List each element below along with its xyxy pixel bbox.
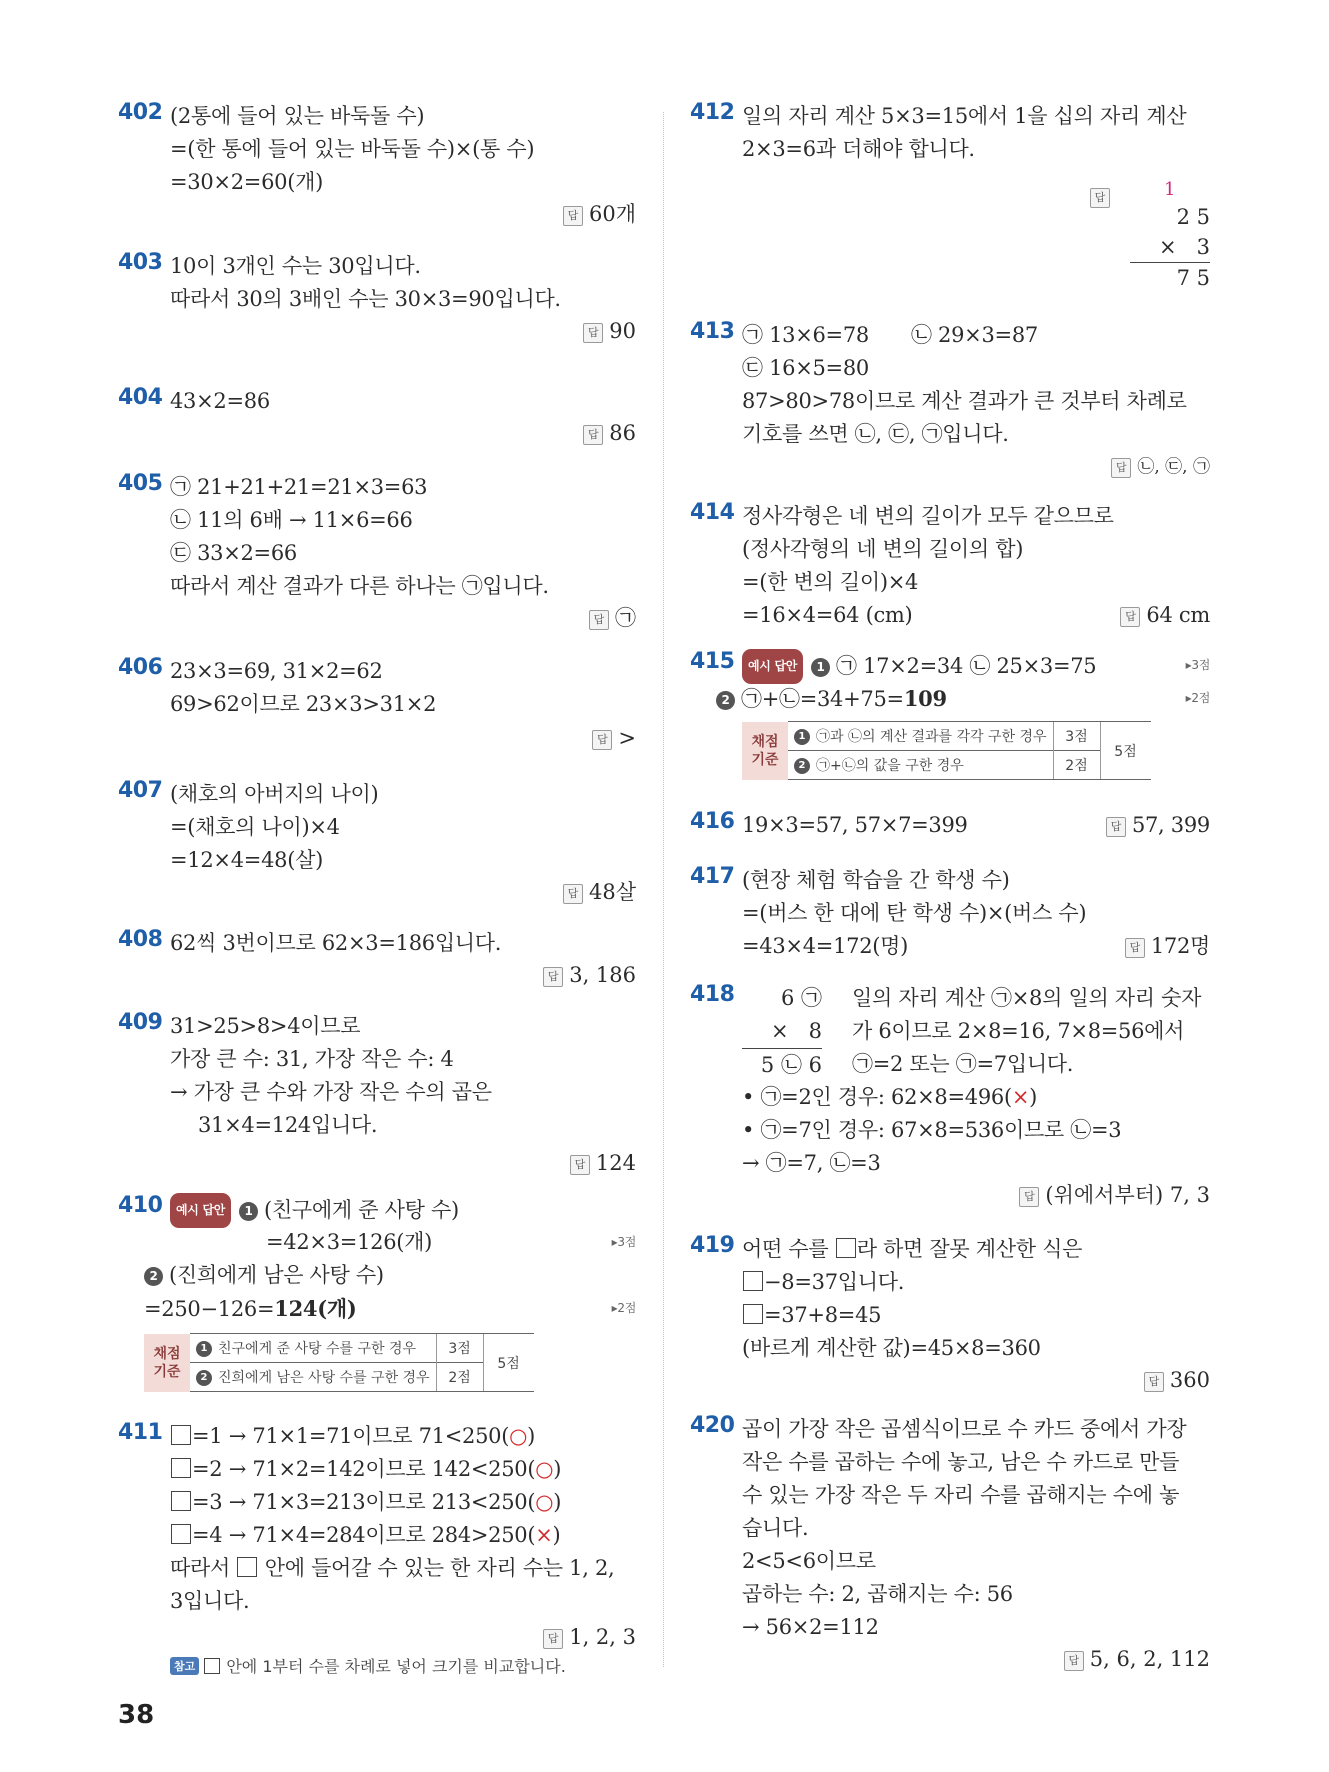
scoring-rubric [742, 721, 1151, 780]
solution-line: 예시 답안 1 ㉠ 17×2=34 ㉡ 25×3=75 ▸3점 [742, 649, 1210, 682]
answer-value: 172명 [1150, 934, 1210, 958]
step-result: 109 [903, 686, 947, 711]
answer-tag: 답 [1120, 607, 1140, 627]
solution-line: =(한 변의 길이)×4 [742, 570, 919, 594]
solution-line: 2×3=6과 더해야 합니다. [742, 137, 975, 161]
solution-line: 일의 자리 계산 ㉠×8의 일의 자리 숫자 [852, 986, 1202, 1010]
answer [1120, 599, 1210, 632]
problem-412 [690, 100, 1210, 290]
solution-line: 따라서 안에 들어갈 수 있는 한 자리 수는 1, 2, [170, 1556, 615, 1580]
solution-line: 31>25>8>4이므로 [170, 1014, 361, 1038]
rubric-header: 채점 기준 [144, 1334, 190, 1392]
solution-line: 따라서 계산 결과가 다른 하나는 ㉠입니다. [170, 574, 549, 598]
solution-line: • ㉠=2인 경우: 62×8=496(×) [742, 1085, 1038, 1109]
answer-value: (위에서부터) 7, 3 [1045, 1183, 1210, 1207]
scoring-rubric [144, 1333, 534, 1392]
mult-operator-row: × 8 [771, 1019, 822, 1043]
answer-tag: 답 [543, 967, 563, 987]
reference-note [170, 1654, 636, 1677]
answer-tag: 답 [583, 425, 603, 445]
solution-line: → 가장 큰 수와 가장 작은 수의 곱은 [170, 1080, 492, 1104]
blank-box-icon [237, 1557, 257, 1577]
solution-line: =(한 통에 들어 있는 바둑돌 수)×(통 수) [170, 137, 535, 161]
points-label: ▸3점 [611, 1235, 636, 1249]
step-text: (친구에게 준 사탕 수) [264, 1198, 459, 1222]
solution-line [144, 1259, 636, 1292]
solution-line: (바르게 계산한 값)=45×8=360 [742, 1336, 1041, 1360]
cross-mark: × [535, 1523, 553, 1547]
solution-line: 기호를 쓰면 ㉡, ㉢, ㉠입니다. [742, 422, 1009, 446]
answer [742, 1644, 1210, 1674]
step-2-icon: 2 [716, 691, 735, 710]
answer-value: 5, 6, 2, 112 [1089, 1647, 1210, 1671]
solution-line: −8=37입니다. [742, 1266, 1210, 1299]
solution-line: 2 ㉠+㉡=34+75=109 ▸2점 [716, 682, 1210, 715]
solution-line: 수 있는 가장 작은 두 자리 수를 곱해지는 수에 놓 [742, 1483, 1180, 1507]
step-text: =250−126= [144, 1297, 275, 1321]
problem-number: 415 [690, 649, 735, 674]
answer [742, 451, 1210, 482]
answer-value: 90 [609, 319, 636, 343]
problem-number: 420 [690, 1413, 735, 1438]
answer-tag: 답 [1144, 1372, 1164, 1392]
solution-line: =1 → 71×1=71이므로 71<250(○) [170, 1420, 636, 1453]
solution-line: 10이 3개인 수는 30입니다. [170, 254, 421, 278]
answer-value: ㉠ [615, 606, 636, 630]
solution-line: 23×3=69, 31×2=62 [170, 659, 383, 683]
solution-line: • ㉠=7인 경우: 67×8=536이므로 ㉡=3 [742, 1118, 1122, 1142]
step-1-icon: 1 [811, 658, 830, 677]
solution-line: → ㉠=7, ㉡=3 [742, 1151, 881, 1175]
rubric-score: 3점 [436, 1334, 483, 1363]
points-label: ▸2점 [1185, 691, 1210, 705]
rubric-score: 2점 [1053, 751, 1100, 780]
answer-tag: 답 [543, 1629, 563, 1649]
rubric-item: 1 친구에게 준 사탕 수를 구한 경우 [190, 1334, 436, 1363]
problem-number: 407 [118, 778, 163, 803]
mult-top: 2 5 [1176, 205, 1210, 229]
answer-value: 3, 186 [569, 963, 636, 987]
blank-box-icon [171, 1524, 191, 1544]
answer [170, 199, 636, 229]
answer [170, 1148, 636, 1178]
problem-number: 416 [690, 809, 735, 834]
blank-box-icon [171, 1425, 191, 1445]
solution-line: 따라서 30의 3배인 수는 30×3=90입니다. [170, 287, 561, 311]
rubric-item: 2 ㉠+㉡의 값을 구한 경우 [788, 751, 1053, 780]
answer-value: 86 [609, 421, 636, 445]
solution-line: → 56×2=112 [742, 1615, 879, 1639]
solution-line: 87>80>78이므로 계산 결과가 큰 것부터 차례로 [742, 389, 1187, 413]
vertical-multiplication [742, 982, 822, 1082]
answer-value: > [618, 726, 636, 750]
step-1-icon: 1 [239, 1202, 258, 1221]
answer-value: 1, 2, 3 [569, 1625, 636, 1649]
solution-line: =16×4=64 (cm) 답 64 cm [742, 599, 1210, 632]
problem-number: 414 [690, 500, 735, 525]
answer-value: 60개 [588, 202, 636, 226]
solution-line: 31×4=124입니다. [198, 1113, 378, 1137]
column-divider [663, 112, 664, 1667]
answer [170, 603, 636, 633]
step-text: =42×3=126(개) [266, 1230, 433, 1254]
problem-number: 413 [690, 319, 735, 344]
solution-line: =30×2=60(개) [170, 170, 323, 194]
solution-line: 43×2=86 [170, 389, 270, 413]
problem-number: 419 [690, 1233, 735, 1258]
answer-tag: 답 [570, 1155, 590, 1175]
page-number: 38 [118, 1700, 155, 1730]
answer [742, 1180, 1210, 1210]
solution-line: 어떤 수를 라 하면 잘못 계산한 식은 [742, 1237, 1083, 1261]
answer [170, 960, 636, 990]
answer-value: 64 cm [1146, 603, 1210, 627]
answer-tag: 답 [563, 884, 583, 904]
problem-410 [118, 1193, 636, 1393]
solution-line: =37+8=45 [742, 1299, 1210, 1332]
answer [170, 418, 636, 448]
step-result: 124(개) [274, 1296, 357, 1321]
answer-value: 48살 [588, 880, 636, 904]
problem-418 [690, 982, 1210, 1207]
solution-line: =2 → 71×2=142이므로 142<250(○) [170, 1453, 636, 1486]
step-2-icon: 2 [144, 1267, 163, 1286]
answer-value: 57, 399 [1131, 813, 1210, 837]
solution-line: 가장 큰 수: 31, 가장 작은 수: 4 [170, 1047, 454, 1071]
solution-line: =43×4=172(명) 답 172명 [742, 930, 1210, 963]
problem-number: 408 [118, 927, 163, 952]
rubric-item: 2 진희에게 남은 사탕 수를 구한 경우 [190, 1363, 436, 1392]
problem-number: 411 [118, 1420, 163, 1445]
answer [1125, 930, 1210, 963]
solution-line: 곱이 가장 작은 곱셈식이므로 수 카드 중에서 가장 [742, 1417, 1187, 1441]
solution-line: 가 6이므로 2×8=16, 7×8=56에서 [852, 1019, 1185, 1043]
problem-number: 412 [690, 100, 735, 125]
solution-line [170, 1193, 636, 1226]
check-mark: ○ [509, 1424, 528, 1448]
solution-line: ㉢ 16×5=80 [742, 356, 869, 380]
problem-number: 404 [118, 385, 163, 410]
check-mark: ○ [535, 1490, 554, 1514]
carry-digit: 1 [1164, 179, 1176, 200]
check-mark: ○ [535, 1457, 554, 1481]
answer-tag: 답 [589, 610, 609, 630]
answer [170, 316, 636, 346]
solution-line: (채호의 아버지의 나이) [170, 782, 379, 806]
answer-tag: 답 [1090, 188, 1110, 208]
vertical-multiplication [1130, 178, 1210, 293]
solution-line: ㉢ 33×2=66 [170, 541, 297, 565]
answer [170, 1622, 636, 1652]
solution-line: =(채호의 나이)×4 [170, 815, 340, 839]
problem-number: 403 [118, 250, 163, 275]
mult-top: 6 ㉠ [780, 986, 822, 1010]
solution-line: (2통에 들어 있는 바둑돌 수) [170, 104, 425, 128]
answer-tag: 답 [1106, 817, 1126, 837]
solution-line: 3입니다. [170, 1589, 250, 1613]
answer-tag: 답 [1111, 458, 1131, 478]
answer-tag: 답 [592, 730, 612, 750]
solution-line: 정사각형은 네 변의 길이가 모두 같으므로 [742, 504, 1114, 528]
solution-line: 2<5<6이므로 [742, 1549, 876, 1573]
rubric-score: 3점 [1053, 722, 1100, 751]
blank-box-icon [836, 1238, 856, 1258]
solution-line: =4 → 71×4=284이므로 284>250(×) [170, 1519, 636, 1552]
blank-box-icon [171, 1491, 191, 1511]
blank-box-icon [743, 1271, 763, 1291]
points-label: ▸2점 [611, 1301, 636, 1315]
problem-number: 405 [118, 471, 163, 496]
mult-result: 7 5 [1130, 262, 1210, 293]
blank-box-icon [171, 1458, 191, 1478]
rubric-total: 5점 [1100, 722, 1151, 780]
mult-operator-row: × 3 [1159, 235, 1210, 259]
rubric-item: 1 ㉠과 ㉡의 계산 결과를 각각 구한 경우 [788, 722, 1053, 751]
answer-tag: 답 [1019, 1187, 1039, 1207]
problem-number: 410 [118, 1193, 163, 1218]
solution-line: (현장 체험 학습을 간 학생 수) [742, 868, 1010, 892]
solution-line [144, 1292, 636, 1325]
solution-line: (정사각형의 네 변의 길이의 합) [742, 537, 1024, 561]
problem-number: 417 [690, 864, 735, 889]
rubric-header: 채점 기준 [742, 722, 788, 780]
solution-line: ㉠ 13×6=78 ㉡ 29×3=87 [742, 323, 1038, 347]
example-answer-badge: 예시 답안 [170, 1193, 231, 1228]
answer [170, 723, 636, 753]
answer-tag: 답 [583, 323, 603, 343]
problem-number: 409 [118, 1010, 163, 1035]
solution-line: ㉡ 11의 6배 → 11×6=66 [170, 508, 413, 532]
answer [170, 877, 636, 907]
note-text: 안에 1부터 수를 차례로 넣어 크기를 비교합니다. [221, 1657, 566, 1676]
blank-box-icon [204, 1658, 220, 1674]
mult-result: 5 ㉡ 6 [742, 1048, 822, 1082]
answer [1106, 809, 1210, 842]
solution-line: 일의 자리 계산 5×3=15에서 1을 십의 자리 계산 [742, 104, 1187, 128]
solution-line: 62씩 3번이므로 62×3=186입니다. [170, 931, 502, 955]
answer-value: 360 [1169, 1368, 1210, 1392]
rubric-total: 5점 [483, 1334, 534, 1392]
solution-line [170, 1226, 636, 1259]
solution-line: =12×4=48(살) [170, 848, 323, 872]
problem-415 [690, 649, 1210, 779]
rubric-score: 2점 [436, 1363, 483, 1392]
example-answer-badge: 예시 답안 [742, 649, 803, 684]
solution-line: 19×3=57, 57×7=399 답 57, 399 [742, 809, 1210, 842]
answer-tag: 답 [1125, 938, 1145, 958]
problem-number: 402 [118, 100, 163, 125]
step-text: (진희에게 남은 사탕 수) [169, 1263, 384, 1287]
problem-number: 418 [690, 982, 735, 1007]
answer-tag: 답 [1064, 1651, 1084, 1671]
solution-line: ㉠=2 또는 ㉠=7입니다. [852, 1052, 1074, 1076]
solution-line: 69>62이므로 23×3>31×2 [170, 692, 437, 716]
answer-tag: 답 [563, 206, 583, 226]
note-tag: 참고 [170, 1657, 199, 1675]
cross-mark: × [1011, 1085, 1030, 1109]
points-label: ▸3점 [1185, 658, 1210, 672]
answer [742, 1365, 1210, 1395]
solution-line: =3 → 71×3=213이므로 213<250(○) [170, 1486, 636, 1519]
solution-line: ㉠ 21+21+21=21×3=63 [170, 475, 428, 499]
solution-line: 습니다. [742, 1516, 809, 1540]
answer-value: ㉡, ㉢, ㉠ [1137, 457, 1210, 477]
solution-line: =(버스 한 대에 탄 학생 수)×(버스 수) [742, 901, 1087, 925]
blank-box-icon [743, 1304, 763, 1324]
problem-number: 406 [118, 655, 163, 680]
solution-line: 작은 수를 곱하는 수에 놓고, 남은 수 카드로 만들 [742, 1450, 1180, 1474]
solution-line: 곱하는 수: 2, 곱해지는 수: 56 [742, 1582, 1013, 1606]
answer-value: 124 [595, 1151, 636, 1175]
